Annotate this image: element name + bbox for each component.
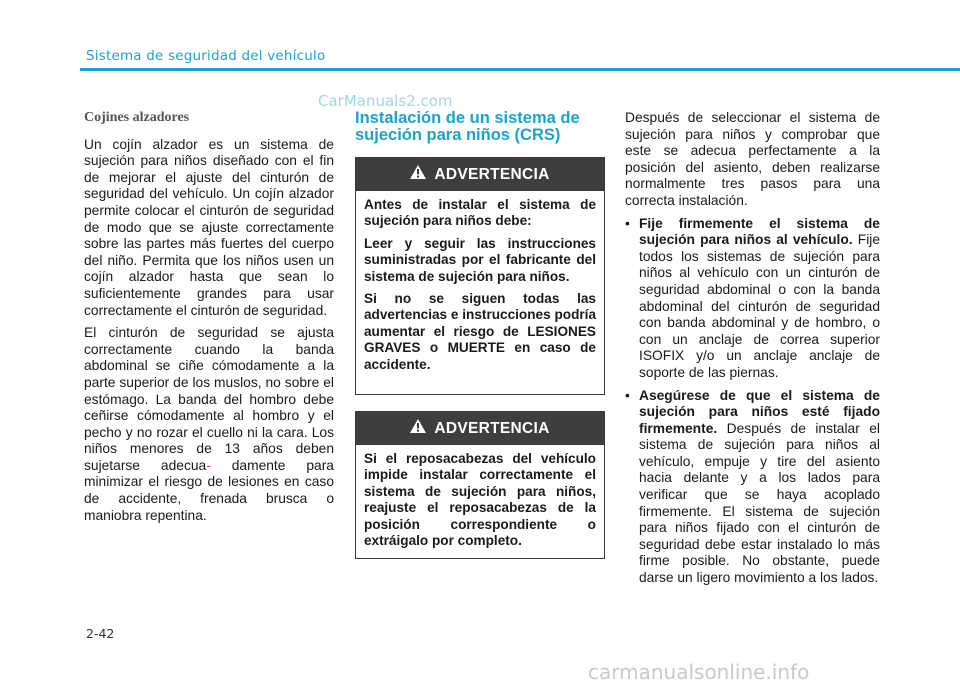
hyphen-mark: -	[206, 457, 211, 473]
warning-body	[356, 445, 604, 561]
install-intro: Después de seleccionar el sistema de sujeción para niños y comprobar que este se adecua perfectamente a la posición del asiento, deben realizarse normalmente tres pasos para una correcta instalación.	[625, 110, 880, 208]
list-item	[625, 388, 880, 587]
paragraph-2-end: damente para minimizar el riesgo de lesiones en caso de accidente, frenada brusca o maniobra repentina.	[84, 457, 334, 523]
warning-label: ADVERTENCIA	[434, 165, 550, 183]
warning-1-text-2: Leer y seguir las instrucciones suministradas por el fabricante del sistema de sujeción para niños.	[364, 235, 596, 284]
watermark-bottom: carmanualsonline.info	[588, 660, 810, 684]
section-title: Sistema de seguridad del vehículo	[86, 48, 326, 64]
bullet-icon: •	[625, 215, 630, 231]
step-1-bold: Fije firmemente el sistema de sujeción para niños al vehículo.	[639, 215, 880, 248]
step-2-bold: Asegúrese de que el sistema de sujeción para niños esté fijado firmemente.	[639, 387, 880, 436]
step-2-text: Después de instalar el sistema de sujeción para niños al vehículo, empuje y tire del asiento hacia delante y a los lados para verificar que se haya acoplado firmemente. El sistema de sujeción para niños fijado con el cinturón de seguridad debe estar instalado lo más firme posible. No obstante, puede darse un ligero movimiento a los lados.	[639, 420, 880, 586]
right-column	[625, 110, 880, 593]
booster-paragraph-2	[84, 325, 334, 524]
header-rule	[80, 68, 960, 71]
booster-heading: Cojines alzadores	[84, 110, 190, 125]
list-item	[625, 216, 880, 382]
middle-column	[355, 110, 605, 153]
booster-paragraph-1: Un cojín alzador es un sistema de sujeción para niños diseñado con el fin de mejorar el ajuste del cinturón de seguridad del vehículo. Un cojín alzador permite colocar el cinturón de seguridad de modo que se ajuste correctamente sobre las partes más fuertes del cuerpo del niño. Permita que los niños usen un cojín alzador hasta que sean lo suficientemente grandes para usar correctamente el cinturón de seguridad.	[84, 136, 334, 318]
watermark-top: CarManuals2.com	[318, 92, 453, 110]
left-column	[84, 110, 334, 530]
warning-2-text-1: Si el reposacabezas del vehículo impide instalar correctamente el sistema de sujeción para niños, reajuste el reposacabezas de la posición correspondiente o extráigalo por completo.	[364, 451, 596, 549]
install-steps-list	[625, 216, 880, 587]
warning-header	[356, 158, 604, 191]
paragraph-2-start: El cinturón de seguridad se ajusta correctamente cuando la banda abdominal se ciñe cómodamente a la parte superior de los muslos, no sobre el estómago. La banda del hombro debe ceñirse cómodamente al hombro y el pecho y no rozar el cuello ni la cara. Los niños menores de 13 años deben sujetarse adecua	[84, 325, 334, 473]
warning-header	[356, 412, 604, 445]
warning-1-text-1: Antes de instalar el sistema de sujeción para niños debe:	[364, 197, 596, 229]
warning-box-1	[355, 157, 605, 395]
bullet-icon: •	[625, 387, 630, 403]
step-1-text: Fije todos los sistemas de sujeción para niños al vehículo con un cinturón de seguridad abdominal o con la banda abdominal del cinturón de seguridad con banda abdominal y de hombro, o con un anclaje de correa superior ISOFIX y/o un anclaje anclaje de soporte de las piernas.	[639, 232, 880, 380]
warning-label: ADVERTENCIA	[434, 419, 550, 437]
warning-1-text-3: Si no se siguen todas las advertencias e instrucciones podría aumentar el riesgo de LESIONES GRAVES o MUERTE en caso de accidente.	[364, 291, 596, 372]
warning-triangle-icon	[410, 419, 426, 438]
crs-install-heading: Instalación de un sistema de sujeción para niños (CRS)	[355, 109, 580, 144]
warning-body	[356, 191, 604, 385]
warning-box-2	[355, 411, 605, 559]
warning-triangle-icon	[410, 165, 426, 184]
page-number: 2-42	[86, 626, 115, 641]
